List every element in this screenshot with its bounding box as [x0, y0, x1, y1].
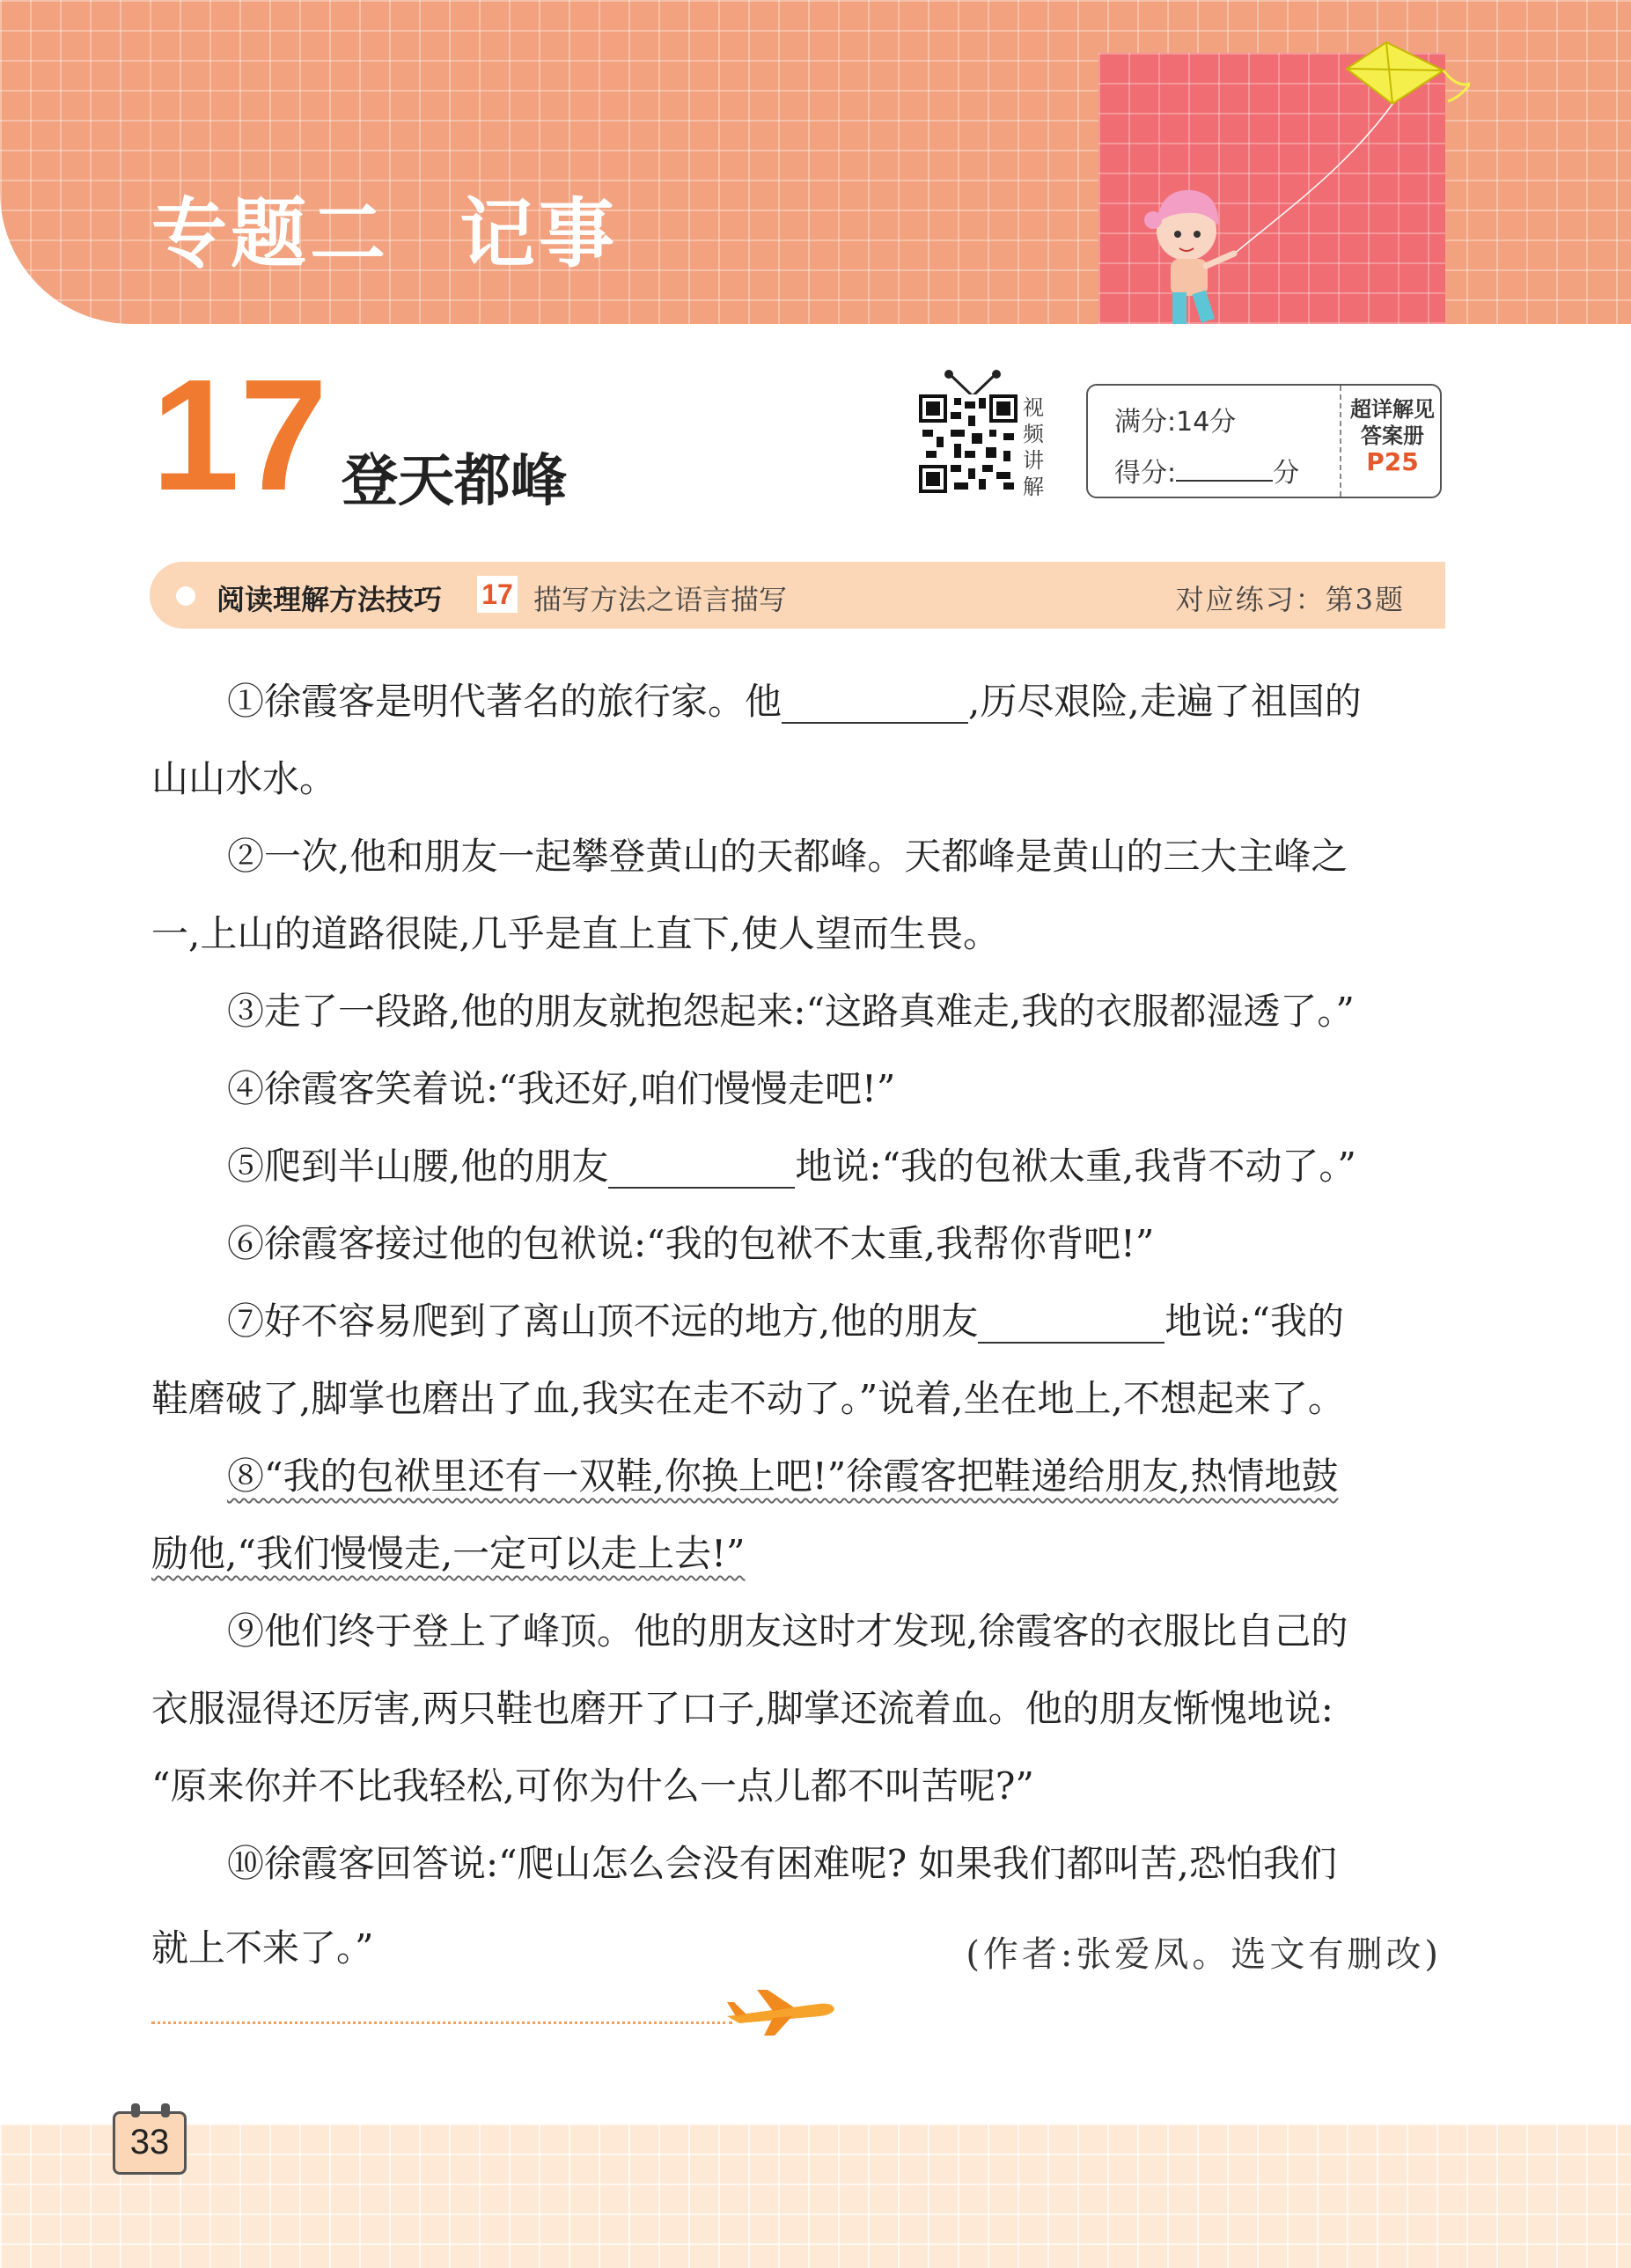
- passage-line: [151, 1532, 1442, 1576]
- footer-band: [0, 2124, 1631, 2268]
- answer-blank-1[interactable]: [782, 687, 968, 724]
- passage-source: (作者:张爱凤。选文有删改): [966, 1934, 1442, 1975]
- topic-title-part2: 记事: [459, 190, 618, 278]
- passage-line: [227, 1145, 1442, 1189]
- answer-blank-3[interactable]: [978, 1307, 1164, 1344]
- method-tip-bar: [150, 562, 1445, 629]
- page-number-badge: [113, 2111, 187, 2175]
- score-divider: [1340, 386, 1341, 497]
- video-qr-code[interactable]: [919, 394, 1018, 493]
- girl-flying-kite-illustration: [1083, 35, 1470, 335]
- earned-score: [1114, 451, 1299, 490]
- answer-blank-2[interactable]: [608, 1152, 795, 1189]
- answer-page: P25: [1366, 447, 1419, 476]
- video-caption: [1023, 394, 1046, 500]
- earned-score-label: 得分:: [1114, 458, 1177, 489]
- calendar-ring-icon: [131, 2103, 140, 2117]
- video-caption-char: 视: [1023, 395, 1044, 420]
- topic-title: [151, 173, 618, 282]
- bullet-dot-icon: [176, 586, 195, 606]
- method-topic: 描写方法之语言描写: [533, 583, 788, 616]
- dotted-divider: [151, 2021, 732, 2024]
- earned-score-unit: 分: [1273, 458, 1300, 489]
- wavy-underlined-text: ⑧“我的包袱里还有一双鞋,你换上吧!”徐霞客把鞋递给朋友,热情地鼓: [227, 1454, 1339, 1498]
- kite-icon: [1347, 42, 1470, 104]
- passage-line: ④徐霞客笑着说:“我还好,咱们慢慢走吧!”: [227, 1067, 896, 1110]
- passage-text: 地说:“我的包袱太重,我背不动了。”: [795, 1145, 1356, 1188]
- earned-score-blank[interactable]: [1176, 457, 1273, 482]
- passage-text: ①徐霞客是明代著名的旅行家。他: [227, 680, 782, 723]
- passage-text: ⑤爬到半山腰,他的朋友: [227, 1145, 609, 1188]
- page-number: 33: [129, 2123, 170, 2161]
- passage-line: ③走了一段路,他的朋友就抱怨起来:“这路真难走,我的衣服都湿透了。”: [227, 990, 1355, 1033]
- answer-line1: 超详解见: [1350, 397, 1435, 422]
- passage-text: ,历尽艰险,走遍了祖国的: [968, 680, 1362, 723]
- method-label: 阅读理解方法技巧: [217, 583, 443, 616]
- answer-line2: 答案册: [1361, 423, 1424, 448]
- passage-line: [227, 1300, 1442, 1344]
- full-score: [1114, 400, 1236, 438]
- topic-title-part1: 专题二: [151, 190, 389, 278]
- passage-line: 衣服湿得还厉害,两只鞋也磨开了口子,脚掌还流着血。他的朋友惭愧地说:: [151, 1687, 1333, 1730]
- passage-line: ②一次,他和朋友一起攀登黄山的天都峰。天都峰是黄山的三大主峰之: [227, 835, 1348, 878]
- lesson-number: 17: [151, 347, 328, 524]
- method-practice-ref: 对应练习：第3题: [1175, 583, 1405, 616]
- passage-text: ⑦好不容易爬到了离山顶不远的地方,他的朋友: [227, 1300, 979, 1343]
- video-caption-char: 解: [1023, 475, 1044, 499]
- video-caption-char: 讲: [1023, 448, 1044, 473]
- wavy-underlined-text: 励他,“我们慢慢走,一定可以走上去!”: [151, 1532, 746, 1575]
- video-caption-char: 频: [1023, 422, 1044, 446]
- passage-line: 鞋磨破了,脚掌也磨出了血,我实在走不动了。”说着,坐在地上,不想起来了。: [151, 1377, 1345, 1420]
- passage-line: 就上不来了。”: [151, 1926, 374, 1970]
- passage-line: 山山水水。: [151, 757, 337, 800]
- passage-line: ⑩徐霞客回答说:“爬山怎么会没有困难呢? 如果我们都叫苦,恐怕我们: [227, 1842, 1337, 1885]
- full-score-value: 14分: [1176, 407, 1237, 438]
- method-number: 17: [477, 576, 518, 613]
- full-score-label: 满分:: [1114, 407, 1177, 438]
- passage-line: ⑥徐霞客接过他的包袱说:“我的包袱不太重,我帮你背吧!”: [227, 1222, 1155, 1265]
- calendar-ring-icon: [161, 2103, 170, 2117]
- passage-line: 一,上山的道路很陡,几乎是直上直下,使人望而生畏。: [151, 912, 1001, 955]
- girl-figure: [1144, 190, 1234, 324]
- passage-line: [227, 680, 1442, 724]
- lesson-title: 登天都峰: [342, 449, 567, 514]
- passage-line: ⑨他们终于登上了峰顶。他的朋友这时才发现,徐霞客的衣服比自己的: [227, 1609, 1348, 1653]
- passage-line: “原来你并不比我轻松,可你为什么一点儿都不叫苦呢?”: [151, 1764, 1034, 1808]
- answer-reference: [1343, 396, 1442, 475]
- score-box: [1086, 384, 1442, 498]
- airplane-icon: [722, 1984, 836, 2037]
- passage-text: 地说:“我的: [1164, 1300, 1344, 1343]
- passage-line: [227, 1454, 1442, 1498]
